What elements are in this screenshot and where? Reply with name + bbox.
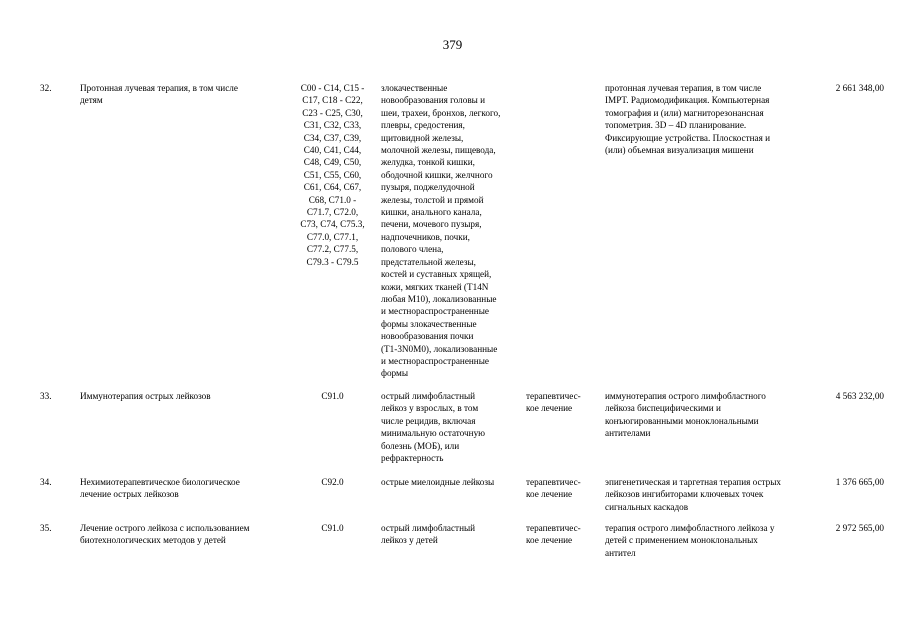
service-name: Протонная лучевая терапия, в том числе детям — [80, 83, 238, 106]
patient-model: злокачественные новообразования головы и шеи, трахеи, бронхов, легкого, плевры, средостения, щитовидной железы, молочной железы, пищевода, желудка, тонкой кишки, ободочной кишки, желчного пузыря, поджелудочной железы, толстой и прямой кишки, анального канала, печени, мочевого пузыря, надпочечников, почки, полового члена, предстательной железы, костей и суставных хрящей, кожи, мягких тканей (T14N любая M10), локализованные и местнораспространенные формы злокачественные новообразования почки (T1-3N0M0), локализованные и местнораспространенные формы — [381, 83, 501, 379]
cost: 4 563 232,00 — [835, 391, 884, 401]
icd-codes: C91.0 — [321, 523, 344, 533]
cost: 2 972 565,00 — [835, 523, 884, 533]
treatment-method: протонная лучевая терапия, в том числе IMPT. Радиомодификация. Компьютерная томография и (или) магниторезонансная топометрия. 3D – 4D планирование. Фиксирующие устройства. Плоскостная и (или) объемная визуализация мишени — [605, 83, 771, 156]
row-number: 33. — [40, 391, 52, 401]
row-number: 34. — [40, 477, 52, 487]
treatment-method: иммунотерапия острого лимфобластного лейкоза биспецифическими и конъюгированными моноклональными антителами — [605, 391, 766, 439]
page-number: 379 — [442, 37, 463, 52]
patient-model: острый лимфобластный лейкоз у детей — [381, 523, 476, 546]
service-name: Лечение острого лейкоза с использованием биотехнологических методов у детей — [80, 523, 250, 546]
treatment-method: терапия острого лимфобластного лейкоза у детей с применением моноклональных антител — [605, 523, 775, 558]
treatment-kind: терапевтичес- кое лечение — [526, 477, 581, 500]
cost: 2 661 348,00 — [835, 83, 884, 93]
row-number: 32. — [40, 83, 52, 93]
icd-codes: C00 - C14, C15 - C17, C18 - C22, C23 - C25, C30, C31, C32, C33, C34, C37, C39, C40, C41, C44, C48, C49, C50, C51, C55, C60, C61, C64, C67, C68, C71.0 - C71.7, C72.0, C73, C74, C75.3, C77.0, C77.1, C77.2, C77.5, C79.3 - C79.5 — [300, 83, 365, 267]
treatment-kind: терапевтичес- кое лечение — [526, 391, 581, 414]
icd-codes: C92.0 — [321, 477, 344, 487]
treatment-kind: терапевтичес- кое лечение — [526, 523, 581, 546]
treatment-method: эпигенетическая и таргетная терапия острых лейкозов ингибиторами ключевых точек сигнальных каскадов — [605, 477, 782, 512]
service-name: Иммунотерапия острых лейкозов — [80, 391, 211, 401]
patient-model: острые миелоидные лейкозы — [381, 477, 495, 487]
row-number: 35. — [40, 523, 52, 533]
icd-codes: C91.0 — [321, 391, 344, 401]
cost: 1 376 665,00 — [835, 477, 884, 487]
service-name: Нехимиотерапевтическое биологическое лечение острых лейкозов — [80, 477, 240, 500]
patient-model: острый лимфобластный лейкоз у взрослых, в том числе рецидив, включая минимальную остаточную болезнь (МОБ), или рефрактерность — [381, 391, 486, 464]
